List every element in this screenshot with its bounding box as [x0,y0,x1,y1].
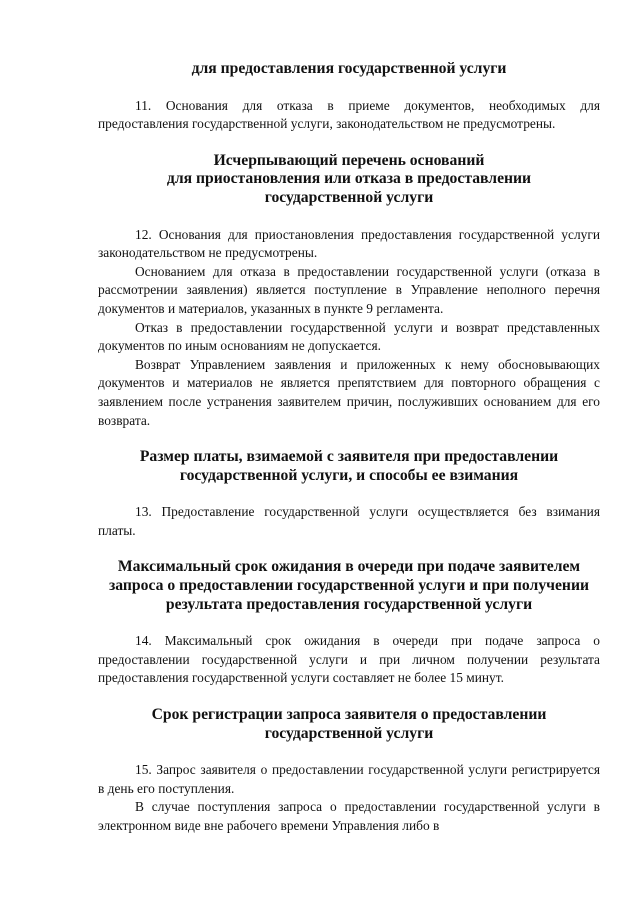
section-heading [98,448,600,485]
heading-line: Размер платы, взимаемой с заявителя при предоставлении [139,448,559,466]
heading-line: Исчерпывающий перечень оснований [213,151,485,169]
heading-line: Срок регистрации запроса заявителя о предоставлении [151,706,547,724]
paragraph-11: 11. Основания для отказа в приеме документов, необходимых для предоставления государственной услуги, законодательством не предусмотрены. [98,97,600,132]
paragraph-13: 13. Предоставление государственной услуги осуществляется без взимания платы. [98,504,600,538]
section-heading [98,152,600,208]
paragraph: Возврат Управлением заявления и приложенных к нему обосновывающих документов и материалов не является препятствием для повторного обращения с заявлением после устранения заявителем причин, послуживших основанием для его возврата. [98,356,600,428]
heading-line: государственной услуги [264,724,434,742]
heading-line: государственной услуги, и способы ее взимания [179,466,519,484]
section-heading [98,706,600,743]
paragraph-15: 15. Запрос заявителя о предоставлении государственной услуги регистрируется в день его поступления. [98,762,600,796]
paragraph-14: 14. Максимальный срок ожидания в очереди при подаче запроса о предоставлении государственной услуги и при личном получении результата предоставления государственной услуги составляет не более 15 минут. [98,633,600,686]
paragraph-12: 12. Основания для приостановления предоставления государственной услуги законодательством не предусмотрены. [98,226,600,261]
section-heading [98,60,600,79]
heading-line: запроса о предоставлении государственной услуги и при получении [108,577,589,595]
paragraph: В случае поступления запроса о предоставлении государственной услуги в электронном виде вне рабочего времени Управления либо в [98,799,600,833]
heading-line: государственной услуги [264,188,434,206]
heading-line: результата предоставления государственной услуги [165,595,533,613]
heading-line: Максимальный срок ожидания в очереди при подаче заявителем [117,558,581,576]
paragraph: Отказ в предоставлении государственной услуги и возврат представленных документов по иным основаниям не допускается. [98,319,600,354]
section-heading [98,558,600,614]
paragraph: Основанием для отказа в предоставлении государственной услуги (отказа в рассмотрении заявления) является поступление в Управление неполного перечня документов и материалов, указанных в пункте 9 регламента. [98,263,600,316]
document-page [98,60,600,836]
heading-line: для предоставления государственной услуги [191,60,507,77]
heading-line: для приостановления или отказа в предоставлении [166,170,532,188]
